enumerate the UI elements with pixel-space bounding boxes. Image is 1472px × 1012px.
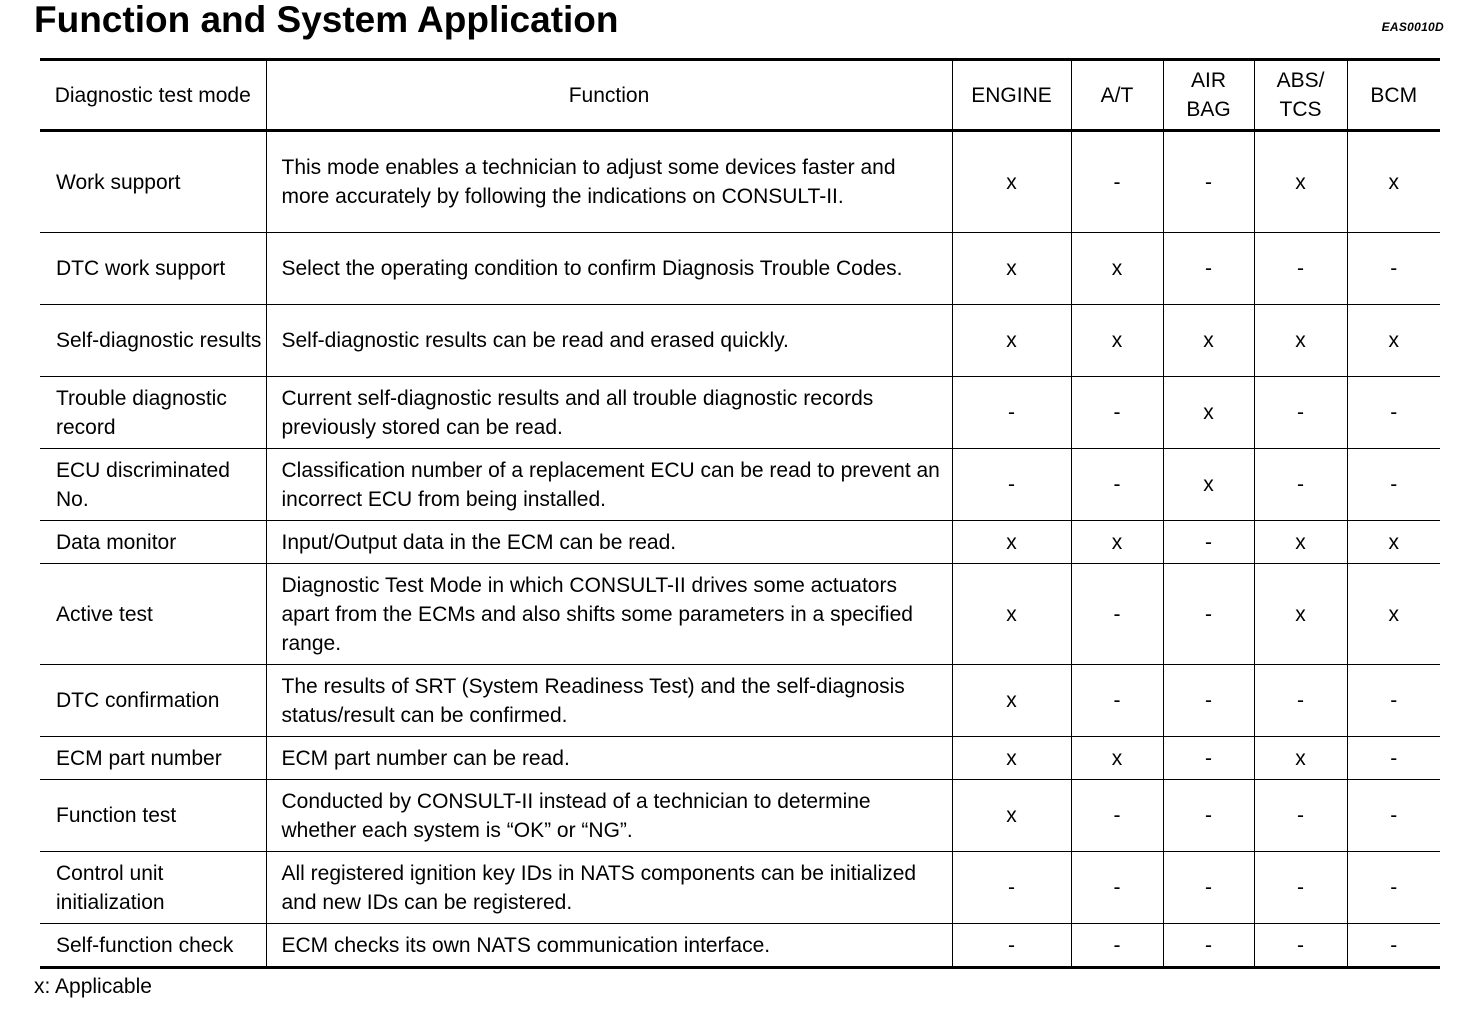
at-cell: - <box>1071 449 1163 521</box>
airbag-cell: - <box>1163 780 1254 852</box>
engine-cell: x <box>952 564 1071 665</box>
bcm-cell: x <box>1347 131 1440 233</box>
engine-cell: x <box>952 305 1071 377</box>
header-engine-label: ENGINE <box>971 83 1052 107</box>
mode-cell: ECU discriminated No. <box>40 449 266 521</box>
engine-cell: x <box>952 780 1071 852</box>
abs-tcs-cell: - <box>1254 665 1347 737</box>
bcm-cell: - <box>1347 852 1440 924</box>
header-airbag <box>1163 60 1254 131</box>
header-function <box>266 60 952 131</box>
engine-cell: x <box>952 737 1071 780</box>
table-row <box>40 521 1440 564</box>
airbag-cell: - <box>1163 852 1254 924</box>
bcm-cell: - <box>1347 780 1440 852</box>
mode-cell: Trouble diagnostic record <box>40 377 266 449</box>
mode-cell: Data monitor <box>40 521 266 564</box>
mode-cell: DTC confirmation <box>40 665 266 737</box>
bcm-cell: x <box>1347 305 1440 377</box>
table-row <box>40 449 1440 521</box>
airbag-cell: - <box>1163 131 1254 233</box>
airbag-cell: - <box>1163 233 1254 305</box>
at-cell: x <box>1071 233 1163 305</box>
abs-tcs-cell: - <box>1254 780 1347 852</box>
table-row <box>40 780 1440 852</box>
bcm-cell: x <box>1347 521 1440 564</box>
bcm-cell: - <box>1347 737 1440 780</box>
mode-cell: ECM part number <box>40 737 266 780</box>
abs-tcs-cell: - <box>1254 852 1347 924</box>
at-cell: x <box>1071 737 1163 780</box>
header-mode-label: Diagnostic test mode <box>54 83 251 107</box>
at-cell: - <box>1071 780 1163 852</box>
table-row <box>40 377 1440 449</box>
at-cell: - <box>1071 924 1163 968</box>
function-cell: Self-diagnostic results can be read and erased quickly. <box>266 305 952 377</box>
abs-tcs-cell: - <box>1254 924 1347 968</box>
abs-tcs-cell: x <box>1254 564 1347 665</box>
function-cell: Current self-diagnostic results and all trouble diagnostic records previously stored can be read. <box>266 377 952 449</box>
function-cell: Diagnostic Test Mode in which CONSULT-II drives some actuators apart from the ECMs and also shifts some parameters in a specified range. <box>266 564 952 665</box>
at-cell: - <box>1071 377 1163 449</box>
mode-cell: DTC work support <box>40 233 266 305</box>
bcm-cell: - <box>1347 449 1440 521</box>
mode-cell: Control unit initialization <box>40 852 266 924</box>
table-row <box>40 564 1440 665</box>
document-code: EAS0010D <box>1381 20 1444 34</box>
at-cell: - <box>1071 665 1163 737</box>
bcm-cell: - <box>1347 377 1440 449</box>
function-cell: This mode enables a technician to adjust some devices faster and more accurately by following the indications on CONSULT-II. <box>266 131 952 233</box>
table-header-row <box>40 60 1440 131</box>
airbag-cell: x <box>1163 305 1254 377</box>
engine-cell: x <box>952 131 1071 233</box>
mode-cell: Function test <box>40 780 266 852</box>
table-row <box>40 737 1440 780</box>
header-engine <box>952 60 1071 131</box>
abs-tcs-cell: x <box>1254 521 1347 564</box>
engine-cell: x <box>952 665 1071 737</box>
at-cell: x <box>1071 305 1163 377</box>
airbag-cell: x <box>1163 377 1254 449</box>
legend-footnote: x: Applicable <box>34 975 152 998</box>
airbag-cell: - <box>1163 521 1254 564</box>
mode-cell: Work support <box>40 131 266 233</box>
table-row <box>40 852 1440 924</box>
function-cell: All registered ignition key IDs in NATS components can be initialized and new IDs can be registered. <box>266 852 952 924</box>
mode-cell: Active test <box>40 564 266 665</box>
function-cell: The results of SRT (System Readiness Test) and the self-diagnosis status/result can be confirmed. <box>266 665 952 737</box>
airbag-cell: x <box>1163 449 1254 521</box>
bcm-cell: - <box>1347 924 1440 968</box>
function-cell: Input/Output data in the ECM can be read. <box>266 521 952 564</box>
function-system-table <box>40 58 1440 969</box>
header-airbag-label: AIR BAG <box>1186 69 1231 121</box>
header-abs-tcs <box>1254 60 1347 131</box>
airbag-cell: - <box>1163 564 1254 665</box>
bcm-cell: - <box>1347 665 1440 737</box>
engine-cell: - <box>952 377 1071 449</box>
header-bcm <box>1347 60 1440 131</box>
mode-cell: Self-diagnostic results <box>40 305 266 377</box>
function-cell: ECM part number can be read. <box>266 737 952 780</box>
header-function-label: Function <box>568 83 650 107</box>
function-cell: Select the operating condition to confirm Diagnosis Trouble Codes. <box>266 233 952 305</box>
bcm-cell: - <box>1347 233 1440 305</box>
header-bcm-label: BCM <box>1370 83 1418 107</box>
engine-cell: x <box>952 521 1071 564</box>
header-at <box>1071 60 1163 131</box>
airbag-cell: - <box>1163 665 1254 737</box>
engine-cell: x <box>952 233 1071 305</box>
engine-cell: - <box>952 852 1071 924</box>
abs-tcs-cell: x <box>1254 737 1347 780</box>
at-cell: x <box>1071 521 1163 564</box>
function-cell: Classification number of a replacement ECU can be read to prevent an incorrect ECU from being installed. <box>266 449 952 521</box>
function-cell: ECM checks its own NATS communication interface. <box>266 924 952 968</box>
engine-cell: - <box>952 924 1071 968</box>
abs-tcs-cell: - <box>1254 233 1347 305</box>
abs-tcs-cell: - <box>1254 449 1347 521</box>
table-row <box>40 233 1440 305</box>
header-diagnostic-test-mode <box>40 60 266 131</box>
airbag-cell: - <box>1163 924 1254 968</box>
table-row <box>40 924 1440 968</box>
abs-tcs-cell: x <box>1254 131 1347 233</box>
bcm-cell: x <box>1347 564 1440 665</box>
function-cell: Conducted by CONSULT-II instead of a technician to determine whether each system is “OK” or “NG”. <box>266 780 952 852</box>
engine-cell: - <box>952 449 1071 521</box>
table-row <box>40 131 1440 233</box>
header-abs-tcs-label: ABS/ TCS <box>1276 69 1325 121</box>
at-cell: - <box>1071 564 1163 665</box>
page-title: Function and System Application <box>34 0 619 40</box>
table-row <box>40 665 1440 737</box>
header-at-label: A/T <box>1100 83 1134 107</box>
abs-tcs-cell: x <box>1254 305 1347 377</box>
airbag-cell: - <box>1163 737 1254 780</box>
at-cell: - <box>1071 852 1163 924</box>
at-cell: - <box>1071 131 1163 233</box>
abs-tcs-cell: - <box>1254 377 1347 449</box>
mode-cell: Self-function check <box>40 924 266 968</box>
table-row <box>40 305 1440 377</box>
